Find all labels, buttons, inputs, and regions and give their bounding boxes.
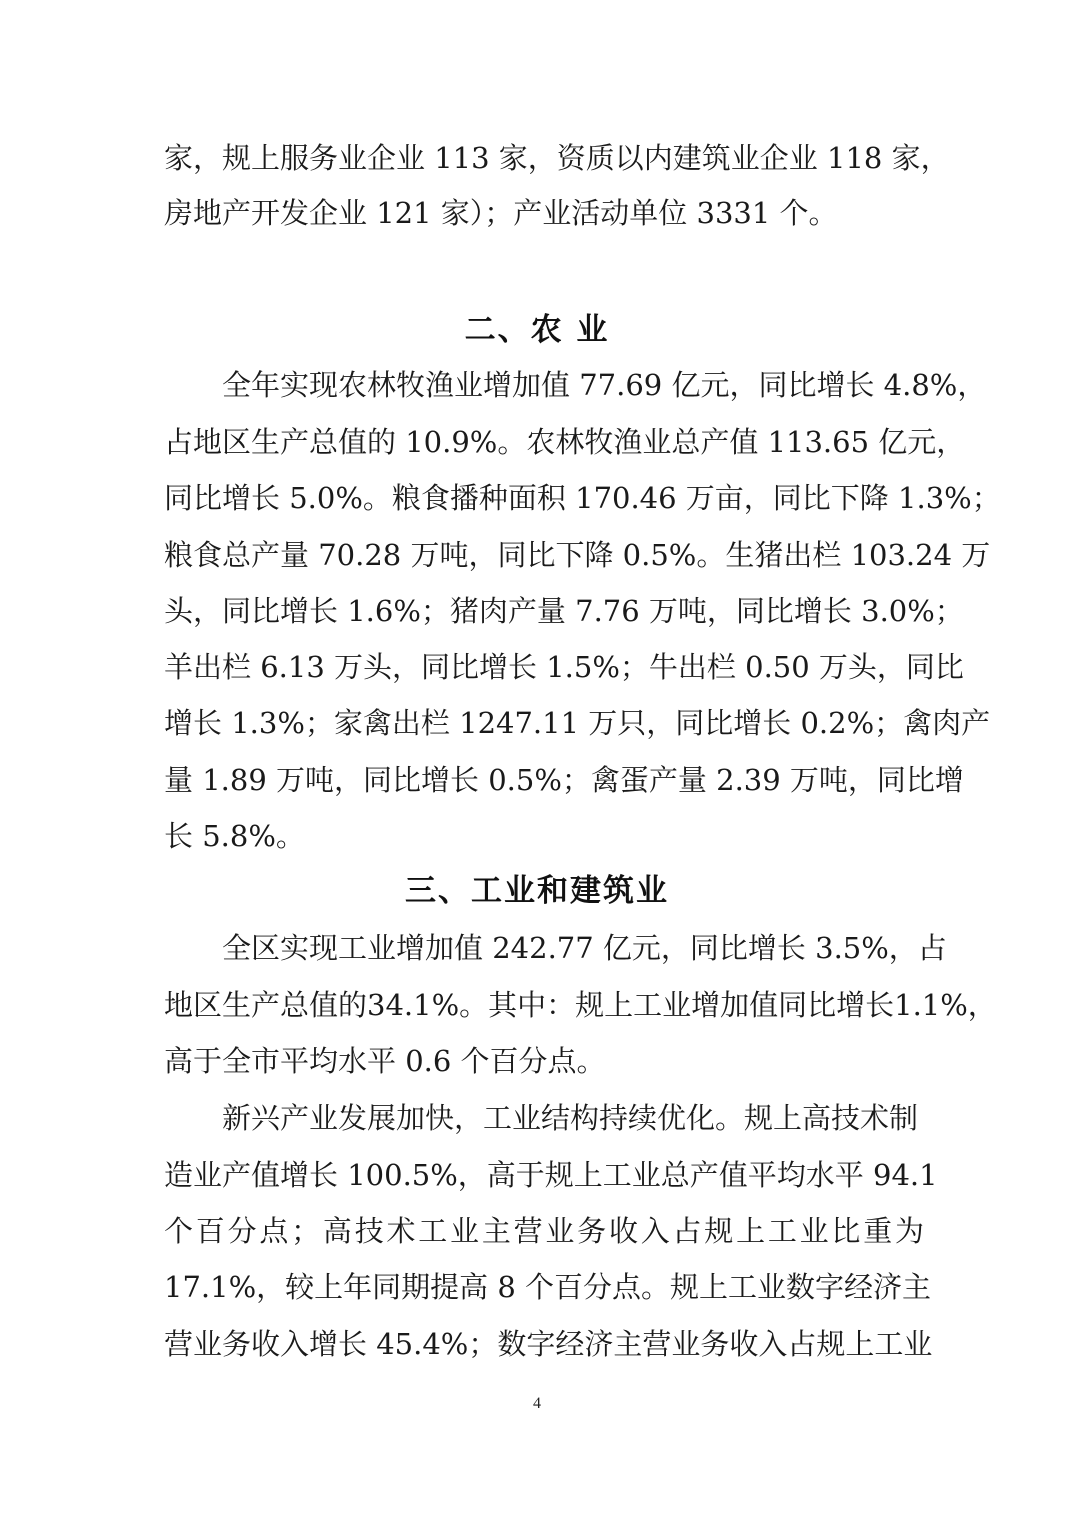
intro-line-1: 家，规上服务业企业 113 家，资质以内建筑业企业 118 家，	[164, 141, 950, 175]
agriculture-line-4: 粮食总产量 70.28 万吨，同比下降 0.5%。生猪出栏 103.24 万	[164, 538, 991, 572]
industry-p2-line-4: 17.1%，较上年同期提高 8 个百分点。规上工业数字经济主	[164, 1270, 932, 1304]
agriculture-line-9: 长 5.8%。	[164, 819, 305, 853]
industry-p1-line-1: 全区实现工业增加值 242.77 亿元，同比增长 3.5%，占	[222, 931, 947, 965]
section-heading-industry: 三、工业和建筑业	[405, 873, 669, 909]
industry-p2-line-2: 造业产值增长 100.5%，高于规上工业总产值平均水平 94.1	[164, 1158, 938, 1192]
intro-line-2: 房地产开发企业 121 家）；产业活动单位 3331 个。	[164, 196, 838, 230]
industry-p2-line-5: 营业务收入增长 45.4%；数字经济主营业务收入占规上工业	[164, 1327, 933, 1361]
agriculture-line-6: 羊出栏 6.13 万头，同比增长 1.5%；牛出栏 0.50 万头，同比	[164, 650, 964, 684]
page-number: 4	[533, 1395, 541, 1412]
agriculture-line-7: 增长 1.3%；家禽出栏 1247.11 万只，同比增长 0.2%；禽肉产	[164, 706, 991, 740]
industry-p1-line-3: 高于全市平均水平 0.6 个百分点。	[164, 1044, 606, 1078]
industry-p2-line-3: 个百分点；高技术工业主营业务收入占规上工业比重为	[164, 1214, 924, 1248]
agriculture-line-1: 全年实现农林牧渔业增加值 77.69 亿元，同比增长 4.8%，	[222, 368, 987, 402]
section-heading-agriculture: 二、农 业	[464, 312, 610, 348]
agriculture-line-8: 量 1.89 万吨，同比增长 0.5%；禽蛋产量 2.39 万吨，同比增	[164, 763, 964, 797]
industry-p2-line-1: 新兴产业发展加快，工业结构持续优化。规上高技术制	[222, 1101, 919, 1135]
industry-p1-line-2: 地区生产总值的34.1%。其中：规上工业增加值同比增长1.1%，	[164, 988, 997, 1022]
agriculture-line-5: 头，同比增长 1.6%；猪肉产量 7.76 万吨，同比增长 3.0%；	[164, 594, 964, 628]
agriculture-line-2: 占地区生产总值的 10.9%。农林牧渔业总产值 113.65 亿元，	[164, 425, 966, 459]
agriculture-line-3: 同比增长 5.0%。粮食播种面积 170.46 万亩，同比下降 1.3%；	[164, 481, 1001, 515]
